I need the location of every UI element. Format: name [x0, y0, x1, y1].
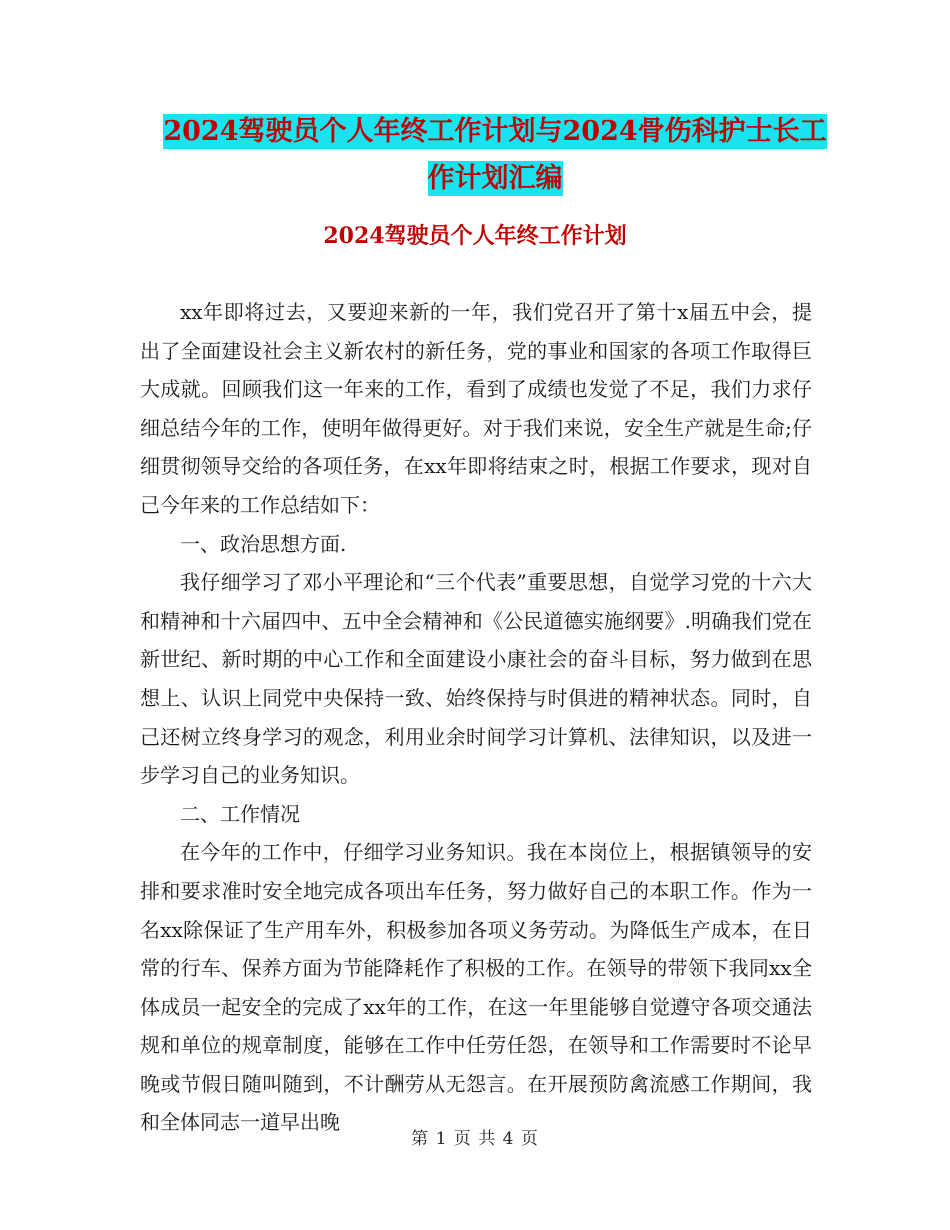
- paragraph-intro: xx年即将过去，又要迎来新的一年，我们党召开了第十x届五中会，提出了全面建设社会主义新农村的新任务，党的事业和国家的各项工作取得巨大成就。回顾我们这一年来的工作，看到了成绩也发觉了不足，我们力求仔细总结今年的工作，使明年做得更好。对于我们来说，安全生产就是生命;仔细贯彻领导交给的各项任务，在xx年即将结束之时，根据工作要求，现对自己今年来的工作总结如下：: [140, 300, 812, 517]
- document-title-line1: 2024驾驶员个人年终工作计划与2024骨伤科护士长工: [163, 116, 827, 147]
- heading-work-situation: 二、工作情况: [180, 801, 300, 826]
- section-title: 2024驾驶员个人年终工作计划: [323, 223, 627, 249]
- paragraph-work-situation: 在今年的工作中，仔细学习业务知识。我在本岗位上，根据镇领导的安排和要求准时安全地完成各项出车任务，努力做好自己的本职工作。作为一名xx除保证了生产用车外，积极参加各项义务劳动。为降低生产成本，在日常的行车、保养方面为节能降耗作了积极的工作。在领导的带领下我同xx全体成员一起安全的完成了xx年的工作，在这一年里能够自觉遵守各项交通法规和单位的规章制度，能够在工作中任劳任怨，在领导和工作需要时不论早晚或节假日随叫随到，不计酬劳从无怨言。在开展预防禽流感工作期间，我和全体同志一道早出晚: [140, 840, 812, 1135]
- paragraph-political-thought: 我仔细学习了邓小平理论和“三个代表”重要思想，自觉学习党的十六大和精神和十六届四中、五中全会精神和《公民道德实施纲要》.明确我们党在新世纪、新时期的中心工作和全面建设小康社会的奋斗目标，努力做到在思想上、认识上同党中央保持一致、始终保持与时俱进的精神状态。同时，自己还树立终身学习的观念，利用业余时间学习计算机、法律知识，以及进一步学习自己的业务知识。: [140, 570, 812, 788]
- document-title-line2: 作计划汇编: [427, 163, 563, 194]
- document-title: [140, 108, 850, 202]
- page-footer: 第 1 页 共 4 页: [411, 1129, 539, 1149]
- heading-political-thought: 一、政治思想方面.: [180, 531, 347, 556]
- document-body: [140, 293, 812, 1142]
